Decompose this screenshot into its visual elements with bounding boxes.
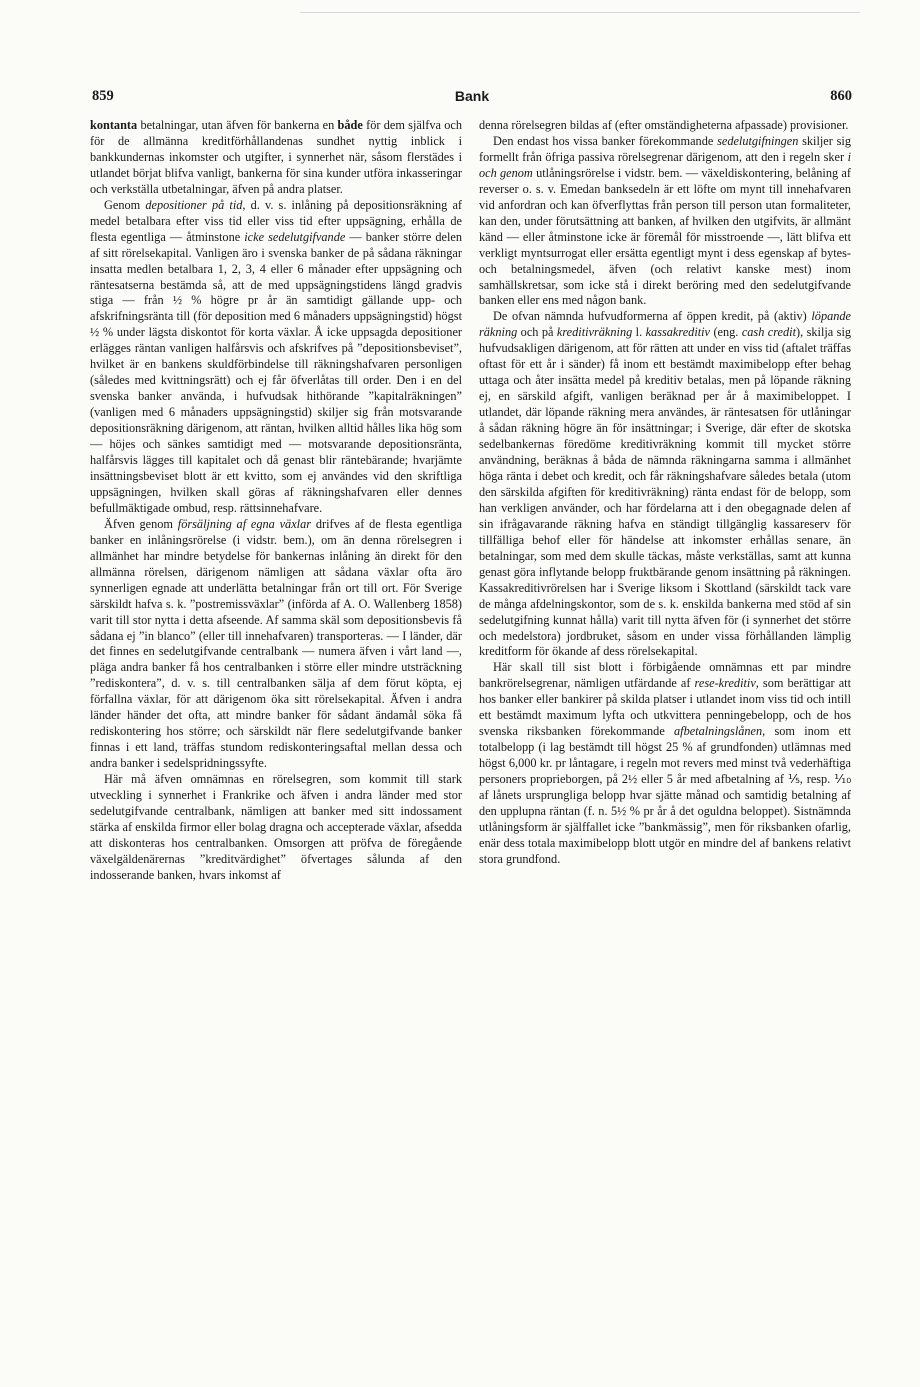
- text-run: för dem själfva och för de allmänna kreditförhållandenas sundhet nyttig inblick i bankkundernas inkomster och utgifter, i synnerhet när, såsom flerstädes i utlandet börjat blifva vanligt, bankerna för sina kunder utföra inkasseringar och verkställa utbetalningar, äfven på andra platser.: [90, 118, 462, 196]
- italic-term: löpande räkning: [479, 309, 851, 340]
- paragraph: [479, 660, 851, 867]
- text-run: Äfven genom: [104, 516, 178, 531]
- italic-term: icke sedelutgifvande: [244, 229, 346, 244]
- paragraph: [90, 772, 462, 884]
- text-run: Här må äfven omnämnas en rörelsegren, som kommit till stark utveckling i synnerhet i Frankrike och äfven i andra länder med stor sedelutgifvande centralbank, nämligen att banker med sitt indossament stärka af enskilda firmor eller bolag dragna och accepterade växlar, afsedda att diskonteras hos centralbanken. Omsorgen att pröfva de föregående växelgäldenärernas ”kreditvärdighet” öfvertages sålunda af den indosserande banken, hvars inkomst af: [90, 772, 462, 882]
- text-run: , d. v. s. inlåning på depositionsräkning af medel betalbara efter viss tid eller viss tid efter uppsägning, erhålla de flesta egentliga — åtminstone: [90, 197, 462, 244]
- italic-term: i och genom: [479, 149, 851, 180]
- text-run: — banker större delen af sitt rörelsekapital. Vanligen äro i svenska banker de på sådana räkningar insatta medlen betalbara 1, 2, 3, 4 eller 6 månader efter uppsägning och räntesatserna bestämda så, att de med uppsägningstidens längd gradvis stiga — från ½ % högre pr år än samtidigt gällande upp- och afskrifningsränta till (för deposition med 6 månaders uppsägningstid) högst ½ % under lägsta diskontot för korta växlar. Å icke uppsagda depositioner erlägges räntan vanligen halfårsvis och afskrifves på ”depositionsbeviset”, hvilket är en bankens skuldförbindelse till räkningshafvaren personligen (således med kvittningsrätt) och ej får öfverlåtas till order. Den i en del svenska banker använda, i hufvudsak hithörande ”kapitalräkningen” (vanligen med 6 månaders uppsägningstid) skiljer sig från motsvarande depositionsräkning därigenom, att räntan, hvilken alltid hålles lika hög som — höjes och sänkes samtidigt med — motsvarande depositionsränta, halfårsvis lägges till kapitalet och då genast blir räntebärande; hvarjämte insättningsbeviset blott är ett kvitto, som ej användes vid den skriftliga uppsägningen, hvilken skall göras af räkningshafvaren eller dennes befullmäktigade ombud, resp. rättsinnehafvare.: [90, 229, 462, 515]
- text-run: ), skilja sig hufvudsakligen därigenom, att för rätten att under en viss tid (aftalet träffas oftast för ett år i sänder) få inom ett bestämdt maximibelopp efter behag uttaga och åter insätta medel på kreditiv betalas, men på löpande räkning ej, en särskild afgift, vanligen beräknad per år å maximibeloppet. I utlandet, där löpande räkning mera användes, är räntesatsen för utlåningar å sådan räkning högre än för insättningar; i Sverige, där efter de skotska sedelbankernas föredöme kreditivräkning kommit till mycket större användning, beräknas å båda de nämnda räkningarna samma i allmänhet höga ränta i debet och kredit, och får räkningshafvare således betala (utom den särskilda afgiften för kreditivräkning) ränta endast för de belopp, som han verkligen använder, och har fördelarna att i den obegagnade delen af sin ifrågavarande räkning hafva en ständigt tillgänglig kassareserv för tillfälliga behof eller för händelse att inkomster erhållas senare, än betalningar, som med dem skulle täckas, måste verkställas, samt att kunna genast göra inflytande belopp fruktbärande genom insättning på räkningen. Kassakreditivrörelsen har i Sverige liksom i Skottland (särskildt tack vare de många afdelningskontor, som de s. k. enskilda bankerna med stöd af sin sedelutgifning kunnat hålla) varit till nytta äfven för (i synnerhet det större och medelstora) jordbruket, såsom en under vissa förhållanden lämplig kreditform för ökande af dess rörelsekapital.: [479, 325, 851, 659]
- page-number-left: 859: [92, 88, 114, 104]
- italic-term: försäljning af egna växlar: [177, 516, 312, 531]
- text-run: Här skall till sist blott i förbigående omnämnas ett par mindre bankrörelsegrenar, nämligen utfärdande af: [479, 660, 851, 691]
- italic-term: sedelutgifningen: [717, 133, 799, 148]
- italic-term: cash credit: [741, 325, 797, 340]
- text-run: utlåningsrörelse i vidstr. bem. — växeldiskontering, belåning af reverser o. s. v. Emedan banksedeln är ett löfte om mynt till innehafvaren vid anfordran och kan öfverflyttas från person till person utan formaliteter, kan den, under förutsättning att banken, af hvilken den utgifvits, är allmänt känd — eller åtminstone icke är föremål för misstroende —, lätt blifva ett verkligt myntsurrogat eller ersätta egentligt mynt i dess egenskap af bytes- och betalningsmedel, äfven (och relativt kanske mest) inom samhällskretsar, som icke stå i direkt beröring med den sedelutgifvande banken eller ens med någon bank.: [479, 165, 851, 308]
- italic-term: depositioner på tid: [145, 197, 243, 212]
- text-run: , som berättigar att hos banker eller bankirer på skilda platser i utlandet inom viss tid och intill ett bestämdt maximum lyfta och utkvittera penningebelopp, och de hos svenska riksbanken förekommande: [479, 676, 851, 739]
- text-run: skiljer sig formellt från öfriga passiva rörelsegrenar därigenom, att den i regeln sker: [479, 133, 851, 164]
- paragraph: [90, 118, 462, 198]
- text-run: De ofvan nämnda hufvudformerna af öppen kredit, på (aktiv): [493, 309, 812, 324]
- paragraph: [479, 134, 851, 309]
- text-run: Genom: [104, 197, 146, 212]
- bold-text: både: [337, 118, 363, 132]
- bold-text: kontanta: [90, 118, 138, 132]
- text-run: l.: [632, 325, 646, 340]
- text-run: drifves af de flesta egentliga banker en inlåningsrörelse (i vidstr. bem.), om än denna rörelsegren i allmänhet har mindre betydelse för bankernas inlåning än direkt för den allmänna rörelsen, därigenom nämligen att sådana växlar ofta äro synnerligen egnade att underlätta betalningar från ort till ort. För Sverige särskildt hafva s. k. ”postremissväxlar” (införda af A. O. Wallenberg 1858) varit till stor nytta i detta afseende. Af samma skäl som depositionsbevis få sådana ej ”in blanco” (eller till innehafvaren) transporteras. — I länder, där det finnes en sedelutgifvande centralbank — numera äfven i vårt land —, pläga andra banker få hos centralbanken i större eller mindre utsträckning ”rediskontera”, d. v. s. till centralbanken sälja af dem förut köpta, ej förfallna växlar, för att därigenom öka sitt rörelsekapital. Äfven i andra länder händer det ofta, att mindre banker för sådant ändamål söka få rediskontering hos större; och särskildt när flere sedelutgifvande banker finnas i ett land, träffas stundom rediskonteringsaftal mellan dessa och andra banker i sedelspridningssyfte.: [90, 516, 462, 771]
- text-run: Den endast hos vissa banker förekommande: [493, 133, 718, 148]
- text-run: denna rörelsegren bildas af (efter omständigheterna afpassade) provisioner.: [479, 118, 849, 132]
- page-number-right: 860: [830, 88, 852, 104]
- italic-term: rese-kreditiv: [694, 676, 756, 691]
- italic-term: kreditivräkning: [556, 325, 633, 340]
- paragraph: [479, 118, 851, 134]
- right-column: [479, 118, 851, 1378]
- running-title: Bank: [454, 88, 490, 104]
- text-run: (eng.: [710, 325, 742, 340]
- text-run: och på: [517, 325, 557, 340]
- italic-term: afbetalningslånen: [674, 724, 763, 739]
- text-run: betalningar, utan äfven för bankerna en: [137, 118, 338, 132]
- text-run: , som inom ett totalbelopp (i lag bestämdt till högst 25 % af grundfonden) utlämnas med högst 6,000 kr. pr låntagare, i regeln mot revers med minst två vederhäftiga personers proprieborgen, på 2½ eller 5 år med afbetalning af ⅕, resp. ⅒ af lånets ursprungliga belopp hvar sjätte månad och samtidig betalning af den upplupna räntan (f. n. 5½ % pr år å det oguldna beloppet). Sistnämnda utlåningsform är själffallet icke ”bankmässig”, men för riksbanken ofarlig, enär dess totala maximibelopp blott utgör en mindre del af bankens relativt stora grundfond.: [479, 724, 851, 866]
- left-column: [90, 118, 462, 1378]
- paragraph: [479, 309, 851, 660]
- paragraph: [90, 198, 462, 517]
- italic-term: kassakreditiv: [645, 325, 711, 340]
- scan-edge-line: [300, 12, 860, 13]
- page-header: [92, 88, 852, 108]
- paragraph: [90, 517, 462, 772]
